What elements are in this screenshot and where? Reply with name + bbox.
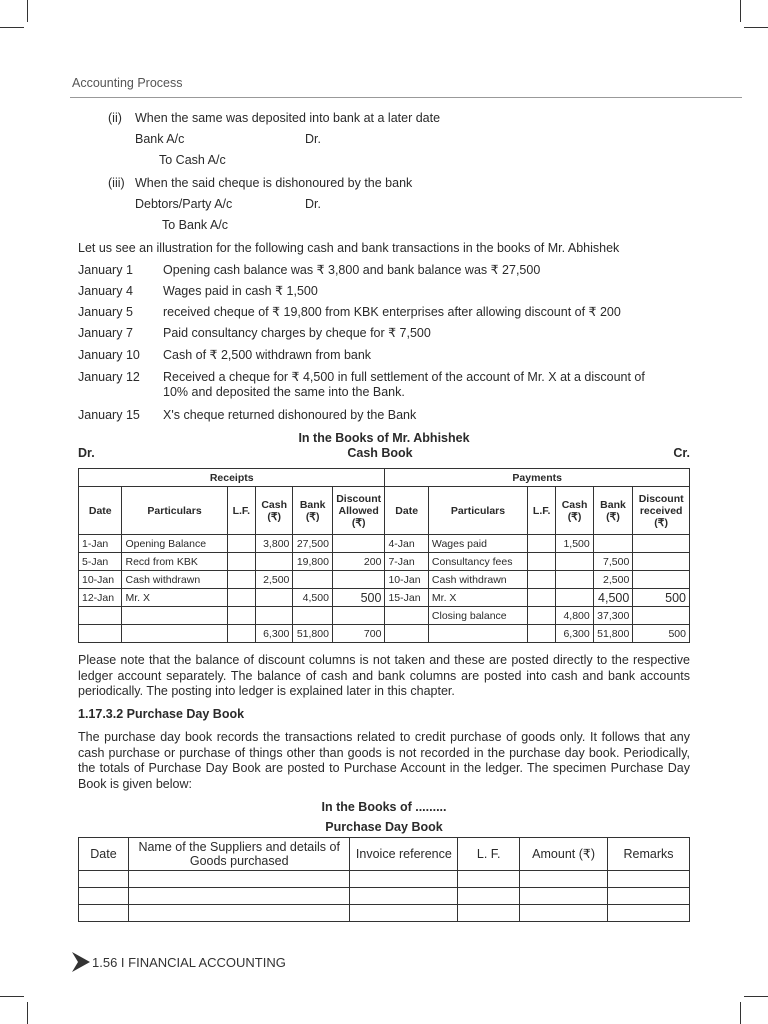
column-header: Particulars [122, 487, 227, 535]
column-header: Cash (₹) [255, 487, 292, 535]
table-cell [528, 607, 556, 625]
table-cell [528, 625, 556, 643]
table-cell: 27,500 [293, 535, 333, 553]
column-header: Date [79, 838, 129, 871]
column-header: Discount received (₹) [633, 487, 690, 535]
table-cell [458, 871, 520, 888]
transaction-text: received cheque of ₹ 19,800 from KBK enterprises after allowing discount of ₹ 200 [163, 305, 621, 319]
table-cell [528, 589, 556, 607]
column-header: L. F. [458, 838, 520, 871]
table-cell [350, 871, 458, 888]
table-cell: Consultancy fees [428, 553, 527, 571]
table-cell [227, 553, 255, 571]
transaction-date: January 7 [78, 326, 133, 340]
illustration-intro: Let us see an illustration for the following cash and bank transactions in the books of Mr. Abhishek [78, 241, 620, 255]
purchase-day-book-table [78, 837, 690, 922]
table-cell [556, 553, 593, 571]
column-header: Particulars [428, 487, 527, 535]
table-cell [293, 571, 333, 589]
cash-book-dr: Dr. [78, 446, 95, 460]
crop-mark [27, 0, 28, 22]
running-head: Accounting Process [72, 76, 183, 90]
crop-mark [744, 996, 768, 997]
column-header: Date [79, 487, 122, 535]
table-cell [385, 625, 428, 643]
table-cell: 19,800 [293, 553, 333, 571]
table-cell [79, 905, 129, 922]
column-header: Amount (₹) [520, 838, 608, 871]
table-cell [255, 589, 292, 607]
transaction-text: Received a cheque for ₹ 4,500 in full settlement of the account of Mr. X at a discount of [163, 370, 645, 384]
table-cell [255, 607, 292, 625]
table-cell: Opening Balance [122, 535, 227, 553]
table-cell: Mr. X [428, 589, 527, 607]
column-header: Cash (₹) [556, 487, 593, 535]
table-cell: 37,300 [593, 607, 633, 625]
table-cell [520, 888, 608, 905]
note-paragraph: Please note that the balance of discount columns is not taken and these are posted directly to the respective ledger account separately. The balance of cash and bank columns are posted into cash and bank accounts periodically. The posting into ledger is explained later in this chapter. [78, 653, 690, 698]
table-cell: 2,500 [255, 571, 292, 589]
table-cell [520, 871, 608, 888]
crop-mark [740, 0, 741, 22]
section-heading: 1.17.3.2 Purchase Day Book [78, 707, 245, 721]
pdb-title: Purchase Day Book [325, 820, 443, 834]
table-cell [608, 888, 690, 905]
table-cell [227, 607, 255, 625]
transaction-date: January 1 [78, 263, 133, 277]
cash-book-cr: Cr. [673, 446, 690, 460]
table-cell [556, 589, 593, 607]
table-cell: 6,300 [556, 625, 593, 643]
crop-mark [0, 27, 24, 28]
table-cell [227, 589, 255, 607]
table-cell: 1,500 [556, 535, 593, 553]
table-cell: 5-Jan [79, 553, 122, 571]
table-cell [227, 571, 255, 589]
entry-debit: Bank A/c [135, 132, 185, 146]
payments-header: Payments [385, 469, 690, 487]
column-header: L.F. [528, 487, 556, 535]
table-cell: Cash withdrawn [122, 571, 227, 589]
section-paragraph: The purchase day book records the transactions related to credit purchase of goods only. It follows that any cash purchase or purchase of things other than goods is not recorded in the purchase day book. Periodically, the totals of Purchase Day Book are posted to Purchase Account in the ledger. The specimen Purchase Day Book is given below: [78, 730, 690, 791]
table-cell [128, 905, 350, 922]
table-cell [79, 888, 129, 905]
entry-label: (ii) [108, 111, 122, 125]
table-cell [350, 905, 458, 922]
table-cell: Wages paid [428, 535, 527, 553]
crop-mark [740, 1002, 741, 1024]
table-cell: 3,800 [255, 535, 292, 553]
transaction-date: January 12 [78, 370, 140, 384]
table-cell [332, 571, 385, 589]
table-cell [332, 535, 385, 553]
table-cell [385, 607, 428, 625]
table-cell [255, 553, 292, 571]
column-header: Bank (₹) [593, 487, 633, 535]
entry-label: (iii) [108, 176, 125, 190]
transaction-date: January 5 [78, 305, 133, 319]
table-cell [428, 625, 527, 643]
table-cell [79, 625, 122, 643]
table-cell: 1-Jan [79, 535, 122, 553]
table-cell [350, 888, 458, 905]
column-header: Bank (₹) [293, 487, 333, 535]
transaction-date: January 15 [78, 408, 140, 422]
table-cell [528, 535, 556, 553]
column-header: L.F. [227, 487, 255, 535]
table-cell [293, 607, 333, 625]
table-cell [79, 607, 122, 625]
table-cell [520, 905, 608, 922]
table-cell: 500 [633, 589, 690, 607]
entry-dr: Dr. [305, 197, 321, 211]
table-cell [122, 607, 227, 625]
table-cell [608, 871, 690, 888]
table-row [79, 607, 690, 625]
table-cell: 200 [332, 553, 385, 571]
entry-credit: To Bank A/c [162, 218, 229, 232]
table-cell: 4,500 [593, 589, 633, 607]
transaction-text: Wages paid in cash ₹ 1,500 [163, 284, 318, 298]
table-row [79, 905, 690, 922]
table-cell [528, 571, 556, 589]
table-cell: Mr. X [122, 589, 227, 607]
table-cell: 500 [633, 625, 690, 643]
entry-text: When the same was deposited into bank at a later date [135, 111, 441, 125]
transaction-text-cont: 10% and deposited the same into the Bank. [163, 385, 405, 399]
table-cell: 500 [332, 589, 385, 607]
table-row [79, 571, 690, 589]
entry-debit: Debtors/Party A/c [135, 197, 233, 211]
entry-text: When the said cheque is dishonoured by the bank [135, 176, 413, 190]
crop-mark [744, 27, 768, 28]
table-cell [633, 571, 690, 589]
table-cell: 700 [332, 625, 385, 643]
table-cell: 6,300 [255, 625, 292, 643]
transaction-text: Opening cash balance was ₹ 3,800 and bank balance was ₹ 27,500 [163, 263, 541, 277]
receipts-header: Receipts [79, 469, 385, 487]
table-cell: 2,500 [593, 571, 633, 589]
table-cell: 10-Jan [79, 571, 122, 589]
table-cell [227, 625, 255, 643]
table-cell [332, 607, 385, 625]
table-cell [79, 871, 129, 888]
table-cell: 51,800 [293, 625, 333, 643]
pdb-books-title: In the Books of ......... [321, 800, 447, 814]
table-cell [633, 553, 690, 571]
transaction-text: Paid consultancy charges by cheque for ₹ 7,500 [163, 326, 431, 340]
entry-credit: To Cash A/c [159, 153, 226, 167]
table-row [79, 888, 690, 905]
table-cell: 51,800 [593, 625, 633, 643]
transaction-date: January 4 [78, 284, 133, 298]
table-cell [227, 535, 255, 553]
table-cell [128, 871, 350, 888]
column-header: Discount Allowed (₹) [332, 487, 385, 535]
table-cell: 15-Jan [385, 589, 428, 607]
table-cell [122, 625, 227, 643]
header-rule [70, 97, 742, 98]
crop-mark [27, 1002, 28, 1024]
table-cell: 4,500 [293, 589, 333, 607]
table-row [79, 553, 690, 571]
column-header: Remarks [608, 838, 690, 871]
table-cell [458, 888, 520, 905]
table-cell [633, 535, 690, 553]
page-footer [72, 952, 286, 972]
column-header: Invoice reference [350, 838, 458, 871]
transaction-text: X's cheque returned dishonoured by the Bank [163, 408, 417, 422]
cash-book-books-title: In the Books of Mr. Abhishek [298, 431, 470, 445]
table-cell [593, 535, 633, 553]
table-cell: Closing balance [428, 607, 527, 625]
table-cell: 12-Jan [79, 589, 122, 607]
entry-dr: Dr. [305, 132, 321, 146]
table-cell [528, 553, 556, 571]
chevron-right-icon [72, 952, 90, 972]
table-row [79, 535, 690, 553]
transaction-date: January 10 [78, 348, 140, 362]
table-cell: Cash withdrawn [428, 571, 527, 589]
crop-mark [0, 996, 24, 997]
table-cell: 4-Jan [385, 535, 428, 553]
transaction-text: Cash of ₹ 2,500 withdrawn from bank [163, 348, 372, 362]
table-cell [633, 607, 690, 625]
table-cell [608, 905, 690, 922]
table-cell [458, 905, 520, 922]
column-header: Date [385, 487, 428, 535]
table-cell: 10-Jan [385, 571, 428, 589]
table-row [79, 625, 690, 643]
table-cell [556, 571, 593, 589]
table-cell: Recd from KBK [122, 553, 227, 571]
table-cell: 7,500 [593, 553, 633, 571]
column-header: Name of the Suppliers and details of Goods purchased [128, 838, 350, 871]
footer-text: 1.56 I FINANCIAL ACCOUNTING [92, 954, 286, 970]
table-cell: 4,800 [556, 607, 593, 625]
cash-book-table [78, 468, 690, 643]
cash-book-title: Cash Book [347, 446, 413, 460]
table-cell [128, 888, 350, 905]
table-row [79, 589, 690, 607]
table-cell: 7-Jan [385, 553, 428, 571]
table-row [79, 871, 690, 888]
